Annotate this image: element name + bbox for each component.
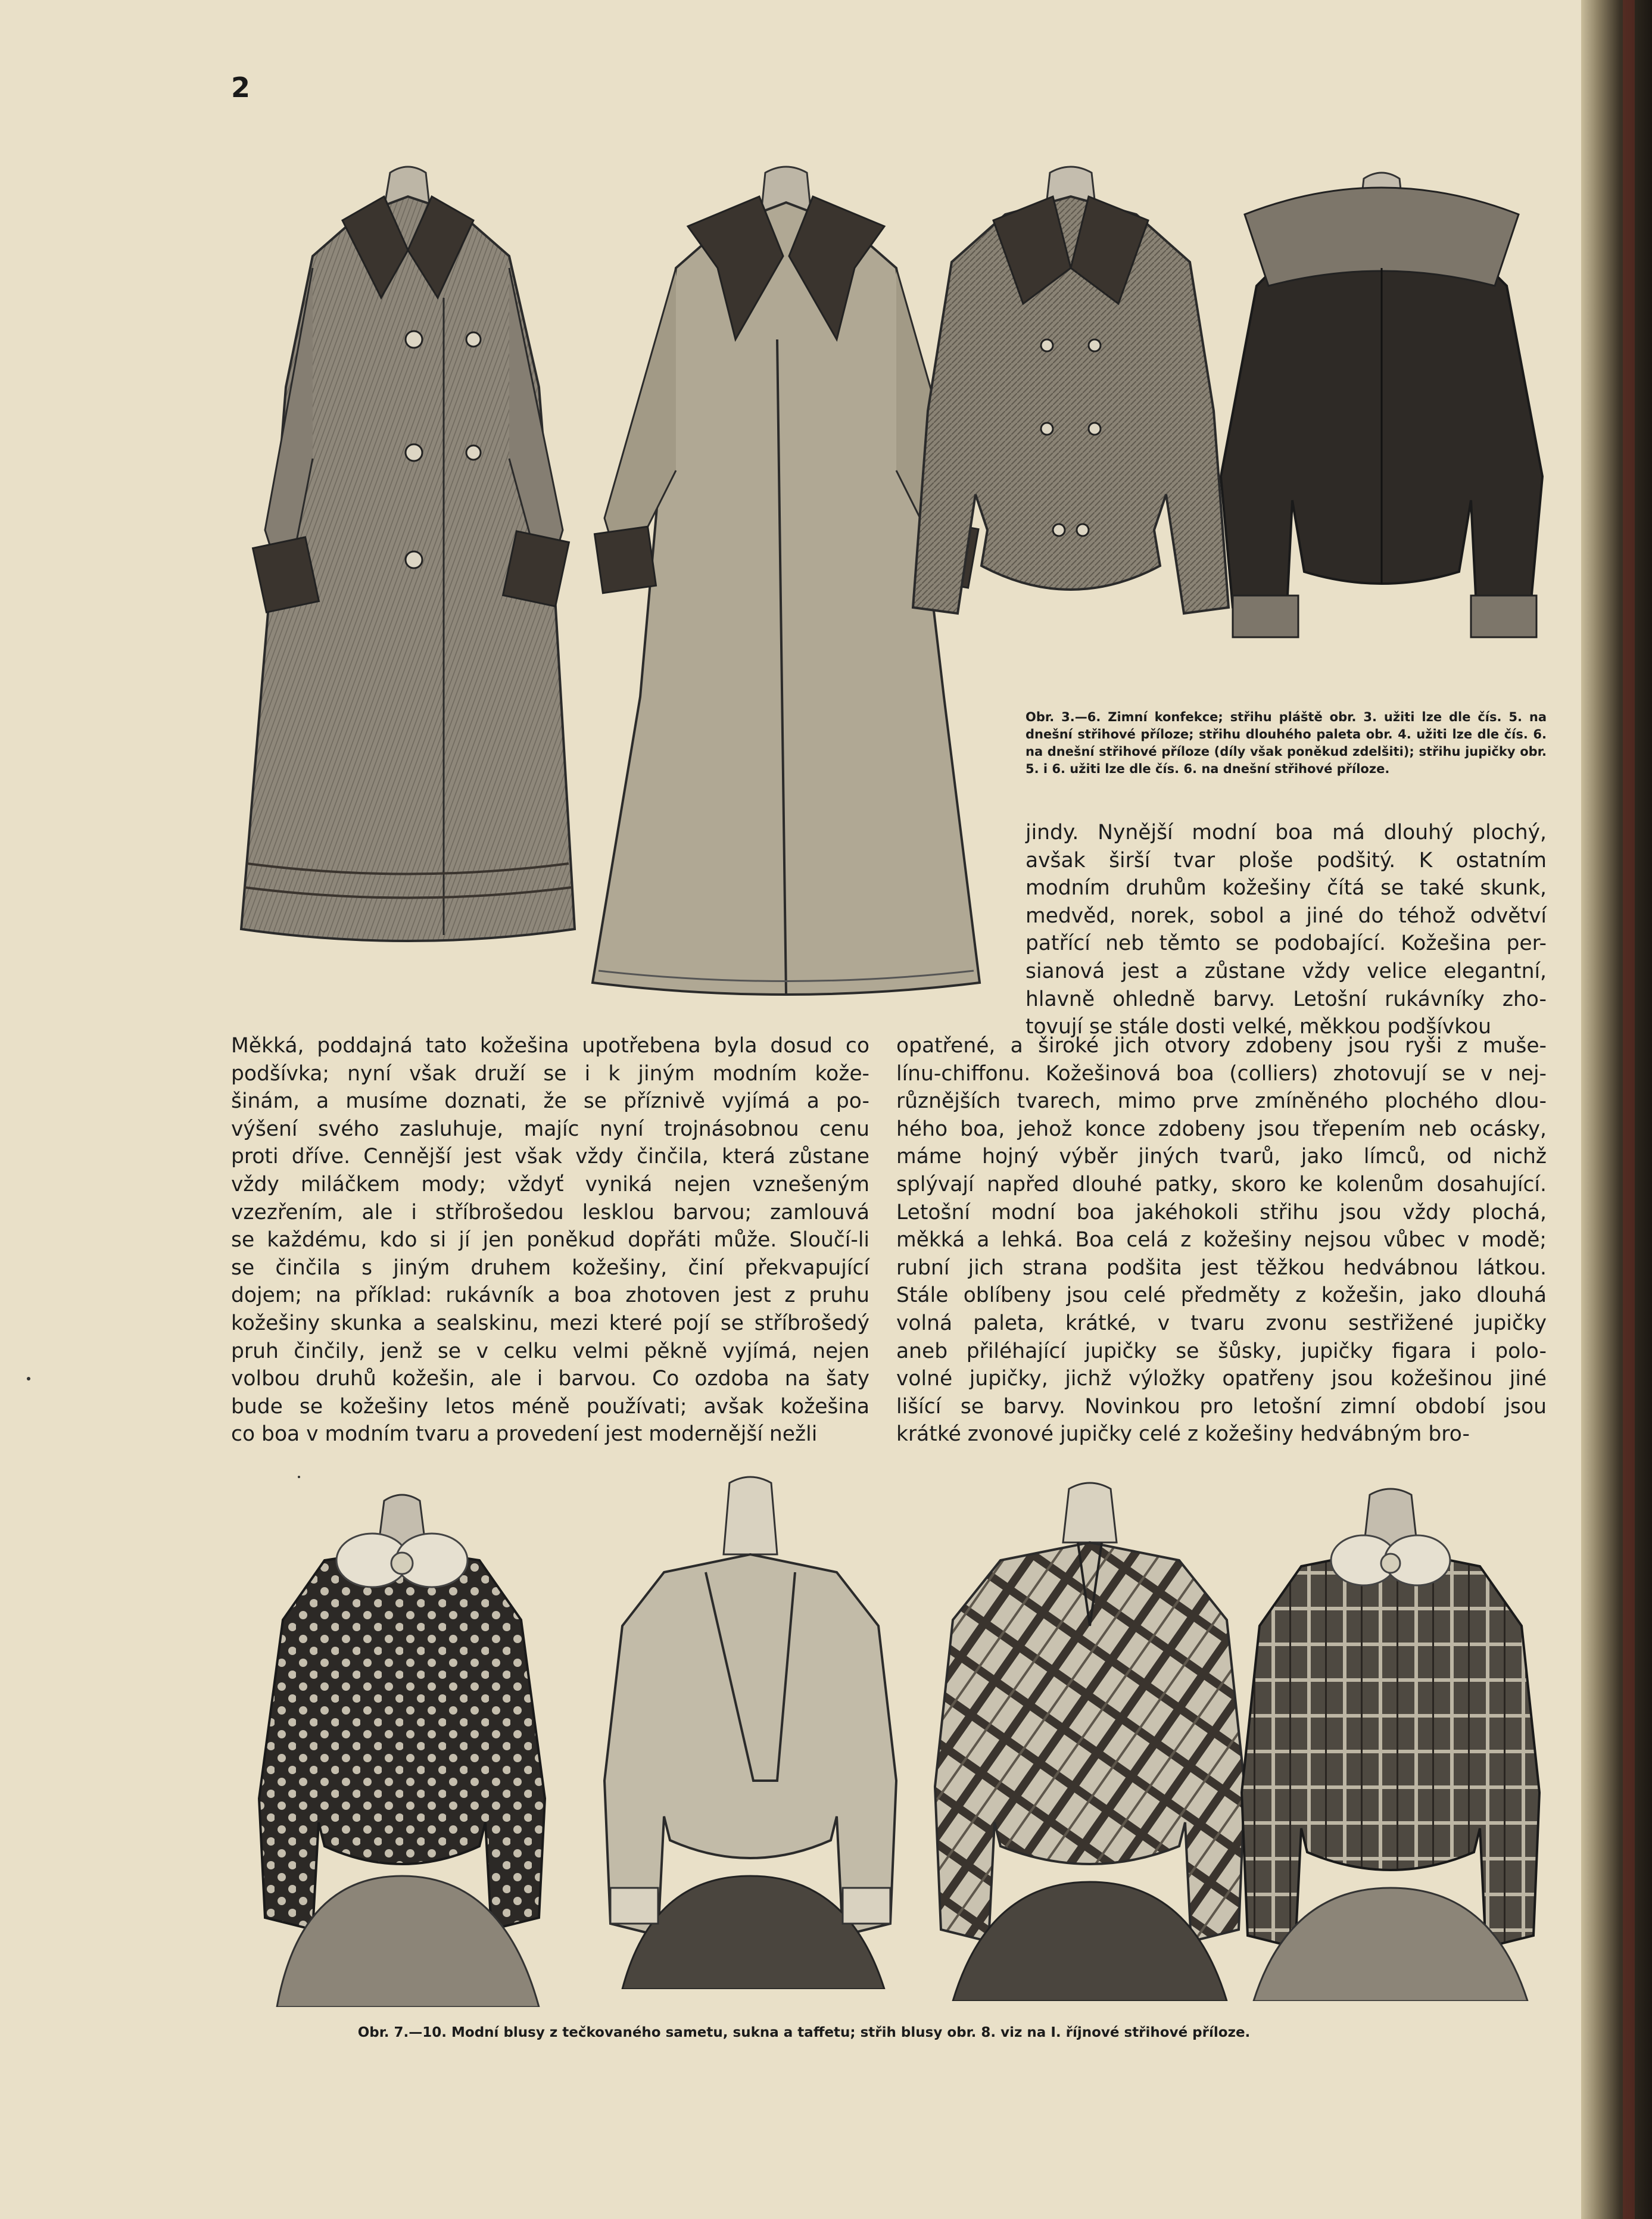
article-column-right-bottom (896, 1032, 1547, 1448)
article-column-right-top (1026, 819, 1547, 1041)
text-line: rubní jich strana podšita jest těžkou hedvábnou látkou. (896, 1255, 1547, 1280)
text-line: splývají napřed dlouhé patky, skoro ke kolenům dosahující. (896, 1172, 1547, 1196)
text-line: Letošní modní boa jakéhokoli střihu jsou vždy plochá, (896, 1200, 1547, 1224)
text-line: dojem; na příklad: rukávník a boa zhotoven jest z pruhu (231, 1283, 869, 1308)
caption-figures-7-10: Obr. 7.—10. Modní blusy z tečkovaného sametu, sukna a taffetu; střih blusy obr. 8. viz na I. říjnové střihové příloze. (357, 2025, 1251, 2040)
text-line: lišící se barvy. Novinkou pro letošní zimní období jsou (896, 1394, 1547, 1419)
print-speck (298, 1476, 300, 1478)
article-column-left (231, 1032, 869, 1448)
text-line: opatřené, a široké jich otvory zdobeny jsou ryši z muše- (896, 1034, 1547, 1058)
text-line: Měkká, poddajná tato kožešina upotřebena byla dosud co (231, 1034, 869, 1058)
text-line: podšívka; nyní však druží se i k jiným modním kože- (231, 1061, 869, 1086)
text-line: sianová jest a zůstane vždy velice elegantní, (1026, 959, 1547, 983)
illustration-blouse-fig10 (1236, 1483, 1545, 2001)
text-line: šinám, a musíme doznati, že se příznivě vyjímá a po- (231, 1089, 869, 1114)
text-line: volná paleta, krátké, v tvaru zvonu sestřižené jupičky (896, 1311, 1547, 1335)
text-line: krátké zvonové jupičky celé z kožešiny hedvábným bro- (896, 1422, 1470, 1447)
text-line: vzezřením, ale i stříbrošedou lesklou barvou; zamlouvá (231, 1200, 869, 1224)
text-line: co boa v modním tvaru a provedení jest modernější nežli (231, 1422, 818, 1447)
text-line: kožešiny skunka a sealskinu, mezi které pojí se stříbrošedý (231, 1311, 869, 1335)
page-number: 2 (231, 71, 251, 104)
illustration-fur-jacket-fig6 (1209, 167, 1554, 667)
text-line: různějších tvarech, mimo prve zmíněného plochého dlou- (896, 1089, 1547, 1114)
illustration-jacket-fig5 (904, 161, 1238, 667)
text-line: medvěd, norek, sobol a jiné do téhož odvětví (1026, 903, 1547, 928)
illustration-coat-fig3 (229, 161, 587, 953)
text-line: jindy. Nynější modní boa má dlouhý plochý, (1026, 821, 1547, 844)
text-line: máme hojný výběr jiných tvarů, jako límců, od nichž (896, 1145, 1547, 1169)
text-line: vždy miláčkem mody; vždyť vyniká nejen vznešeným (231, 1172, 869, 1196)
text-line: výšení svého zasluhuje, majíc nyní trojnásobnou cenu (231, 1117, 869, 1141)
text-line: aneb přiléhající jupičky se šůsky, jupičky figara i polo- (896, 1339, 1547, 1363)
text-line: Stále oblíbeny jsou celé předměty z kožešin, jako dlouhá (896, 1283, 1547, 1308)
text-line: línu-chiffonu. Kožešinová boa (colliers) zhotovují se v nej- (896, 1061, 1547, 1086)
illustration-blouse-fig7 (253, 1489, 551, 2007)
text-line: měkká a lehká. Boa celá z kožešiny nejsou vůbec v modě; (896, 1228, 1547, 1252)
text-line: volné jupičky, jichž výložky opatřeny jsou kožešinou jiné (896, 1367, 1547, 1391)
text-line: patřící neb těmto se podobající. Kožešina per- (1026, 931, 1547, 956)
text-line: volbou druhů kožešin, ale i barvou. Co ozdoba na šaty (231, 1367, 869, 1391)
text-line: hlavně ohledně barvy. Letošní rukávníky zho- (1026, 987, 1547, 1011)
text-line: hého boa, jehož konce zdobeny jsou třepením neb ocásky, (896, 1117, 1547, 1141)
text-line: se každému, kdo si jí jen poněkud dopřáti může. Sloučí-li (231, 1228, 869, 1252)
print-speck (27, 1377, 30, 1380)
text-line: tovují se stále dosti velké, měkkou podšívkou (1026, 1015, 1491, 1039)
caption-figures-3-6: Obr. 3.—6. Zimní konfekce; střihu pláště obr. 3. užiti lze dle čís. 5. na dnešní střihové příloze; střihu dlouhého paleta obr. 4. užiti lze dle čís. 6. na dnešní střihové příloze (díly však poněkud zdelšiti); střihu jupičky obr. 5. i 6. užiti lze dle čís. 6. na dnešní střihové příloze. (1026, 710, 1547, 776)
text-line: se činčila s jiným druhem kožešiny, činí překvapující (231, 1255, 869, 1280)
text-line: bude se kožešiny letos méně používati; avšak kožešina (231, 1394, 869, 1419)
text-line: avšak širší tvar ploše podšitý. K ostatním (1026, 848, 1547, 872)
text-line: proti dříve. Cennější jest však vždy činčila, která zůstane (231, 1145, 869, 1169)
illustration-blouse-fig9 (929, 1477, 1251, 2001)
text-line: pruh činčily, jenž se v celku velmi pěkně vyjímá, nejen (231, 1339, 869, 1363)
text-line: modním druhům kožešiny čítá se také skunk, (1026, 876, 1547, 900)
illustration-blouse-fig8 (599, 1471, 902, 1989)
book-gutter (1581, 0, 1652, 2219)
